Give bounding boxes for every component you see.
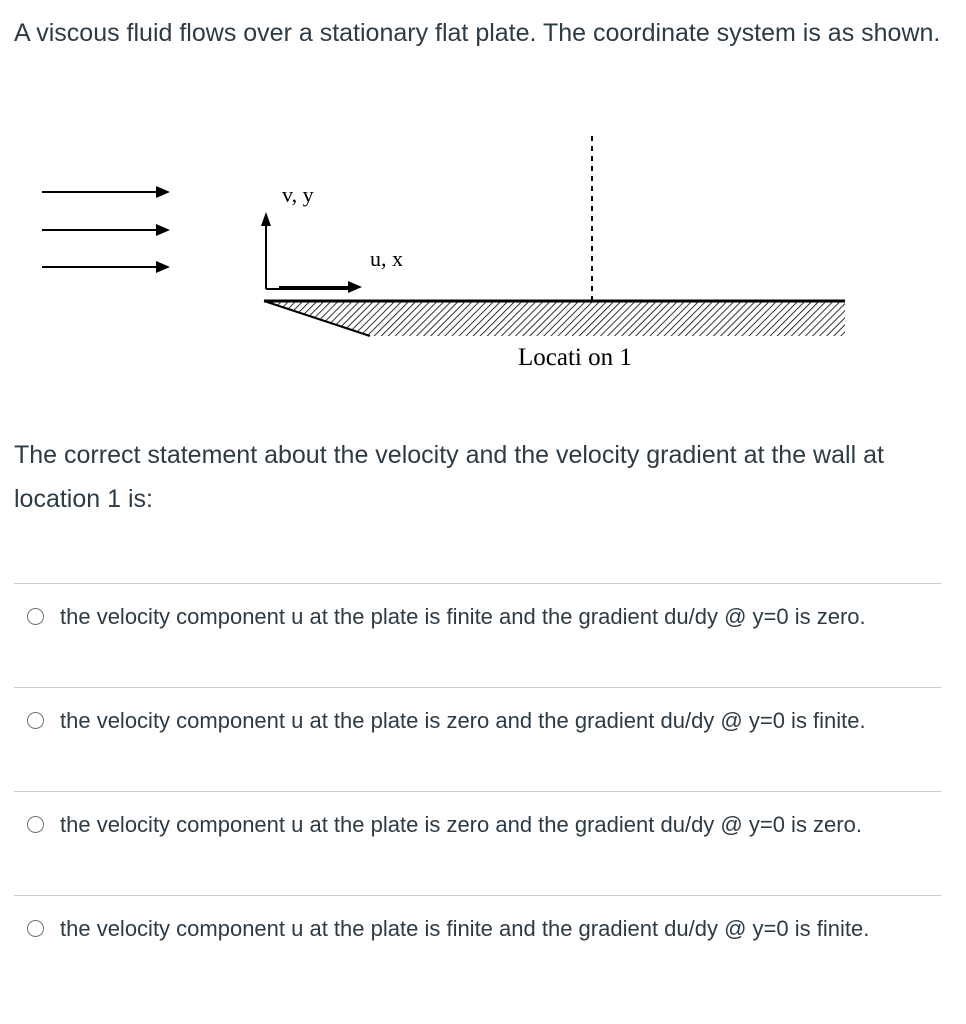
answer-option-4[interactable] [14,895,941,1005]
radio-button-icon[interactable] [27,712,44,729]
answer-label: the velocity component u at the plate is finite and the gradient du/dy @ y=0 is zero. [60,604,866,629]
question-prompt: The correct statement about the velocity and the velocity gradient at the wall at location 1 is: [14,441,884,513]
answer-option-3[interactable] [14,791,941,895]
answer-list [14,583,941,1005]
coordinate-axes-icon [261,212,362,293]
answer-option-1[interactable] [14,583,941,687]
free-stream-arrows-icon [42,186,170,273]
horizontal-axis-label: u, x [370,246,403,271]
flat-plate-diagram [30,128,860,378]
radio-button-icon[interactable] [27,816,44,833]
location-label: Locati on 1 [518,344,632,371]
answer-label: the velocity component u at the plate is zero and the gradient du/dy @ y=0 is finite. [60,708,866,733]
question-intro: A viscous fluid flows over a stationary flat plate. The coordinate system is as shown. [14,19,941,47]
radio-button-icon[interactable] [27,920,44,937]
flat-plate-icon [264,301,845,336]
vertical-axis-label: v, y [282,182,314,207]
answer-label: the velocity component u at the plate is zero and the gradient du/dy @ y=0 is zero. [60,812,862,837]
answer-label: the velocity component u at the plate is finite and the gradient du/dy @ y=0 is finite. [60,916,870,941]
answer-option-2[interactable] [14,687,941,791]
radio-button-icon[interactable] [27,608,44,625]
